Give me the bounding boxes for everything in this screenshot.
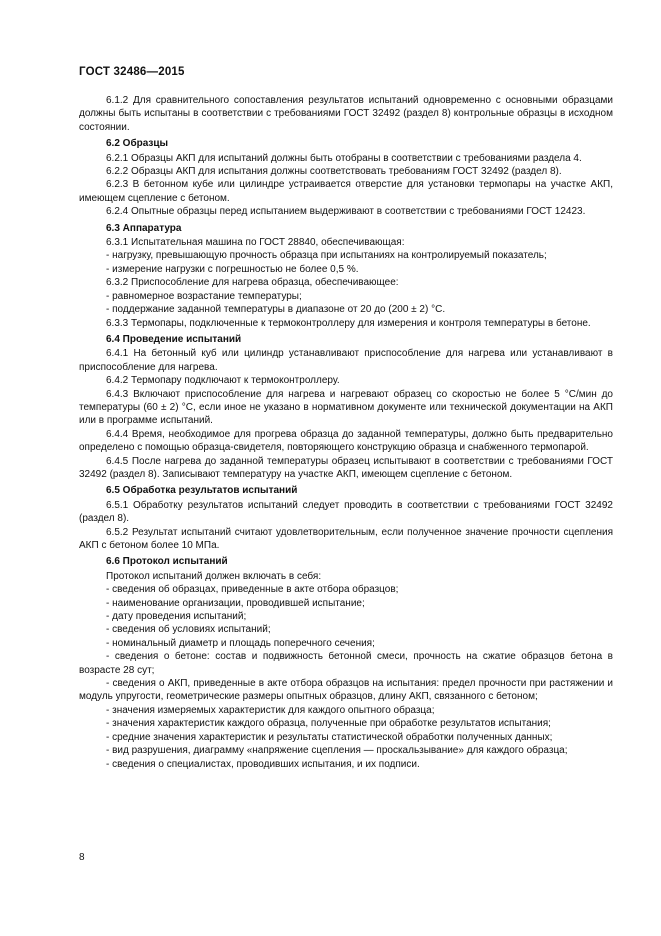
list-item: - средние значения характеристик и результаты статистической обработки полученных данных;: [106, 731, 553, 743]
section-heading: 6.2 Образцы: [106, 138, 169, 150]
paragraph: 6.2.2 Образцы АКП для испытания должны соответствовать требованиям ГОСТ 32492 (раздел 8).: [106, 166, 562, 178]
paragraph: 6.4.4 Время, необходимое для прогрева образца до заданной температуры, должно быть предварительно определено с помощью образца-свидетеля, повторяющего конструкцию образца и снабженного термопарой.: [79, 428, 613, 454]
list-item: - значения измеряемых характеристик для каждого опытного образца;: [106, 704, 435, 716]
paragraph: 6.4.2 Термопару подключают к термоконтроллеру.: [106, 375, 340, 387]
paragraph: 6.2.3 В бетонном кубе или цилиндре устраивается отверстие для установки термопары на участке АКП, имеющем сцепление с бетоном.: [79, 179, 613, 204]
list-item: - сведения об образцах, приведенные в акте отбора образцов;: [106, 584, 399, 596]
section-heading: 6.5 Обработка результатов испытаний: [106, 485, 298, 497]
paragraph: 6.4.1 На бетонный куб или цилиндр устанавливают приспособление для нагрева или устанавливают в приспособление для нагрева.: [79, 348, 613, 373]
list-item: - нагрузку, превышающую прочность образца при испытаниях на контролируемый показатель;: [106, 250, 547, 262]
paragraph: 6.4.5 После нагрева до заданной температуры образец испытывают в соответствии с требованиями ГОСТ 32492 (раздел 8). Записывают температуру на участке АКП, имеющем сцепление с бетоном.: [79, 455, 613, 480]
paragraph: 6.2.4 Опытные образцы перед испытанием выдерживают в соответствии с требованиями ГОСТ 12423.: [106, 206, 586, 218]
page-number: 8: [79, 852, 85, 863]
list-item: - вид разрушения, диаграмму «напряжение сцепления — проскальзывание» для каждого образца;: [106, 745, 568, 757]
paragraph: 6.3.3 Термопары, подключенные к термоконтроллеру для измерения и контроля температуры в бетоне.: [106, 317, 591, 329]
list-item: - номинальный диаметр и площадь поперечного сечения;: [106, 637, 375, 649]
paragraph: 6.2.1 Образцы АКП для испытаний должны быть отобраны в соответствии с требованиями раздела 4.: [106, 152, 582, 164]
list-item: - сведения о специалистах, проводивших испытания, и их подписи.: [106, 758, 420, 770]
document-header: ГОСТ 32486—2015: [79, 66, 185, 78]
list-item: - сведения об условиях испытаний;: [106, 624, 271, 636]
paragraph: 6.3.1 Испытательная машина по ГОСТ 28840, обеспечивающая:: [106, 237, 405, 249]
paragraph: 6.1.2 Для сравнительного сопоставления результатов испытаний одновременно с основными образцами должны быть испытаны в соответствии с требованиями ГОСТ 32492 (раздел 8) контрольные образцы в исходном состоянии.: [79, 95, 613, 133]
paragraph: 6.5.2 Результат испытаний считают удовлетворительным, если полученное значение прочности сцепления АКП с бетоном более 10 МПа.: [79, 526, 613, 551]
list-item: - поддержание заданной температуры в диапазоне от 20 до (200 ± 2) °С.: [106, 304, 446, 316]
list-item: - значения характеристик каждого образца, полученные при обработке результатов испытания;: [106, 718, 551, 730]
list-item: - наименование организации, проводившей испытание;: [106, 597, 365, 609]
paragraph: 6.5.1 Обработку результатов испытаний следует проводить в соответствии с требованиями ГОСТ 32492 (раздел 8).: [79, 499, 613, 525]
section-heading: 6.6 Протокол испытаний: [106, 556, 228, 568]
section-heading: 6.4 Проведение испытаний: [106, 333, 242, 345]
paragraph: 6.4.3 Включают приспособление для нагрева и нагревают образец со скоростью не более 5 °С/мин до температуры (60 ± 2) °С, если иное не указано в нормативном документе или технической документации на АКП или в программе испытаний.: [79, 388, 613, 427]
paragraph: Протокол испытаний должен включать в себя:: [106, 570, 322, 582]
list-item: - дату проведения испытаний;: [106, 611, 247, 623]
list-item: - измерение нагрузки с погрешностью не более 0,5 %.: [106, 263, 359, 275]
paragraph: 6.3.2 Приспособление для нагрева образца, обеспечивающее:: [106, 277, 399, 289]
list-item: - сведения о АКП, приведенные в акте отбора образцов на испытания: предел прочности при растяжении и модуль упругости, геометрические размеры опытных образцов, длину АКП, связанного с бетоном;: [79, 678, 613, 703]
document-body: [79, 94, 613, 771]
section-heading: 6.3 Аппаратура: [106, 222, 182, 234]
list-item: - сведения о бетоне: состав и подвижность бетонной смеси, прочность на сжатие образцов бетона в возрасте 28 сут;: [79, 651, 613, 676]
list-item: - равномерное возрастание температуры;: [106, 290, 302, 302]
